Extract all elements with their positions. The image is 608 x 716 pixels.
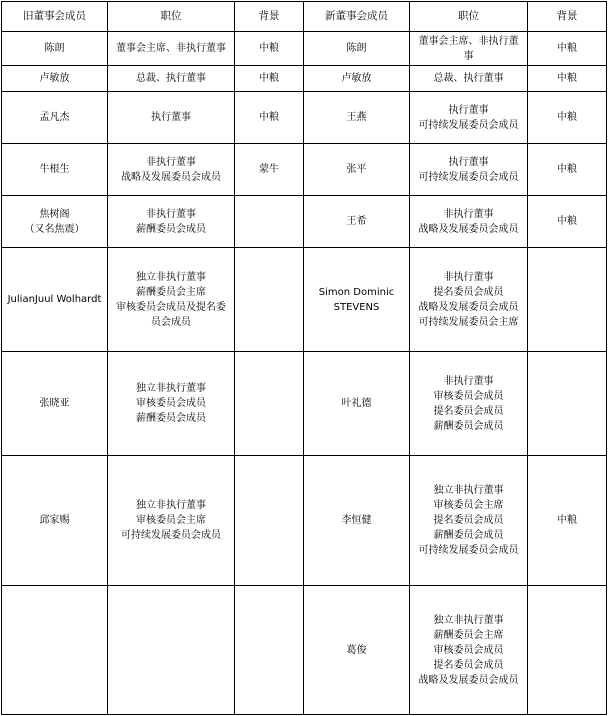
new-member-cell: 李恒健 bbox=[304, 456, 410, 586]
old-background-cell: 蒙牛 bbox=[235, 144, 304, 196]
old-member-cell: 卢敏放 bbox=[2, 66, 108, 92]
old-position-cell: 独立非执行董事 薪酬委员会主席 审核委员会成员及提名委 员会成员 bbox=[108, 248, 235, 352]
new-position-cell: 非执行董事 战略及发展委员会成员 bbox=[410, 196, 528, 248]
old-member-cell: 孟凡杰 bbox=[2, 92, 108, 144]
header-row bbox=[2, 2, 607, 32]
old-position-cell: 独立非执行董事 审核委员会主席 可持续发展委员会成员 bbox=[108, 456, 235, 586]
old-member-cell bbox=[2, 586, 108, 715]
header-new-background: 背景 bbox=[528, 2, 607, 32]
new-background-cell: 中粮 bbox=[528, 196, 607, 248]
table-row bbox=[2, 196, 607, 248]
new-position-cell: 独立非执行董事 薪酬委员会主席 审核委员会成员 提名委员会成员 战略及发展委员会成员 bbox=[410, 586, 528, 715]
old-background-cell bbox=[235, 586, 304, 715]
table-row bbox=[2, 144, 607, 196]
new-background-cell bbox=[528, 586, 607, 715]
new-member-cell: 王希 bbox=[304, 196, 410, 248]
new-background-cell: 中粮 bbox=[528, 144, 607, 196]
header-old-background: 背景 bbox=[235, 2, 304, 32]
new-member-cell: Simon Dominic STEVENS bbox=[304, 248, 410, 352]
new-member-cell: 王燕 bbox=[304, 92, 410, 144]
new-background-cell: 中粮 bbox=[528, 92, 607, 144]
new-background-cell: 中粮 bbox=[528, 456, 607, 586]
old-background-cell bbox=[235, 456, 304, 586]
new-position-cell: 董事会主席、非执行董 事 bbox=[410, 32, 528, 66]
old-background-cell bbox=[235, 248, 304, 352]
new-member-cell: 陈朗 bbox=[304, 32, 410, 66]
old-background-cell: 中粮 bbox=[235, 92, 304, 144]
old-background-cell bbox=[235, 352, 304, 456]
new-position-cell: 执行董事 可持续发展委员会成员 bbox=[410, 92, 528, 144]
old-position-cell: 董事会主席、非执行董事 bbox=[108, 32, 235, 66]
table-row bbox=[2, 92, 607, 144]
old-member-cell: 邱家赐 bbox=[2, 456, 108, 586]
new-background-cell: 中粮 bbox=[528, 32, 607, 66]
new-background-cell bbox=[528, 248, 607, 352]
old-member-cell: 焦树阁 （又名焦震） bbox=[2, 196, 108, 248]
new-member-cell: 卢敏放 bbox=[304, 66, 410, 92]
old-background-cell: 中粮 bbox=[235, 66, 304, 92]
table-row bbox=[2, 66, 607, 92]
table-row bbox=[2, 586, 607, 715]
old-position-cell: 非执行董事 战略及发展委员会成员 bbox=[108, 144, 235, 196]
header-new-position: 职位 bbox=[410, 2, 528, 32]
table-row bbox=[2, 352, 607, 456]
old-position-cell: 执行董事 bbox=[108, 92, 235, 144]
new-position-cell: 总裁、执行董事 bbox=[410, 66, 528, 92]
old-position-cell: 总裁、执行董事 bbox=[108, 66, 235, 92]
header-old-member: 旧董事会成员 bbox=[2, 2, 108, 32]
board-comparison-table bbox=[1, 1, 607, 715]
old-member-cell: JulianJuul Wolhardt bbox=[2, 248, 108, 352]
new-position-cell: 非执行董事 提名委员会成员 战略及发展委员会成员 可持续发展委员会主席 bbox=[410, 248, 528, 352]
old-member-cell: 陈朗 bbox=[2, 32, 108, 66]
old-background-cell bbox=[235, 196, 304, 248]
old-member-cell: 牛根生 bbox=[2, 144, 108, 196]
old-position-cell: 独立非执行董事 审核委员会成员 薪酬委员会成员 bbox=[108, 352, 235, 456]
table-row bbox=[2, 32, 607, 66]
old-position-cell: 非执行董事 薪酬委员会成员 bbox=[108, 196, 235, 248]
table-row bbox=[2, 456, 607, 586]
old-background-cell: 中粮 bbox=[235, 32, 304, 66]
new-background-cell: 中粮 bbox=[528, 66, 607, 92]
new-member-cell: 叶礼德 bbox=[304, 352, 410, 456]
new-position-cell: 独立非执行董事 审核委员会主席 提名委员会成员 薪酬委员会成员 可持续发展委员会成员 bbox=[410, 456, 528, 586]
header-old-position: 职位 bbox=[108, 2, 235, 32]
header-new-member: 新董事会成员 bbox=[304, 2, 410, 32]
new-position-cell: 执行董事 可持续发展委员会成员 bbox=[410, 144, 528, 196]
new-position-cell: 非执行董事 审核委员会成员 提名委员会成员 薪酬委员会成员 bbox=[410, 352, 528, 456]
new-member-cell: 葛俊 bbox=[304, 586, 410, 715]
new-member-cell: 张平 bbox=[304, 144, 410, 196]
old-member-cell: 张晓亚 bbox=[2, 352, 108, 456]
table-row bbox=[2, 248, 607, 352]
new-background-cell bbox=[528, 352, 607, 456]
old-position-cell bbox=[108, 586, 235, 715]
